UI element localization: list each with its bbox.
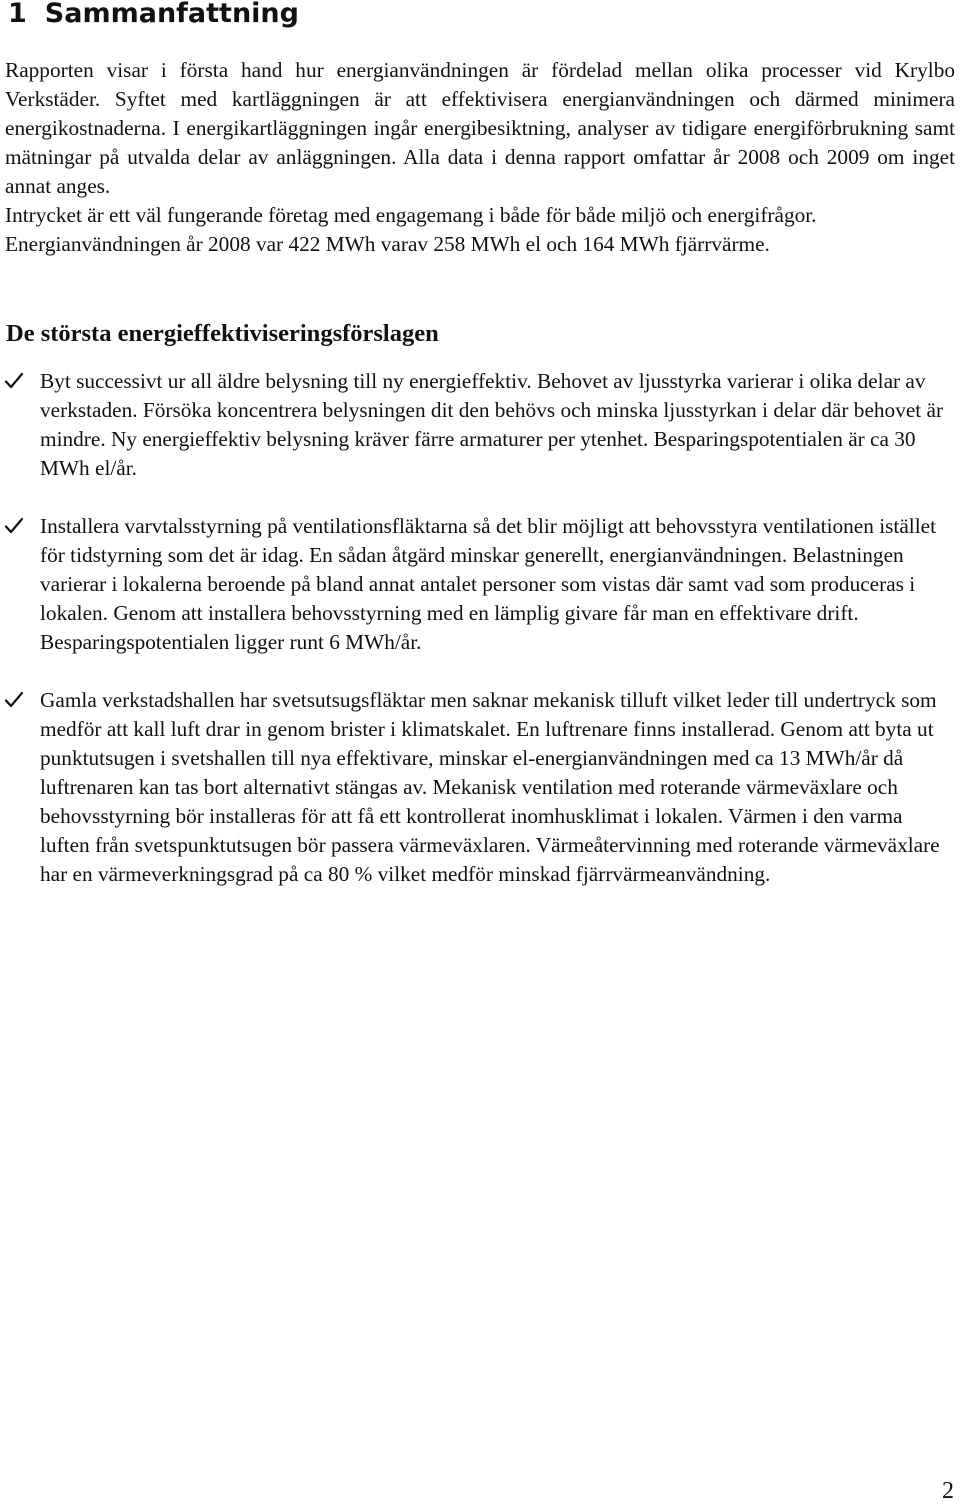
checkmark-icon	[4, 517, 24, 535]
proposals-heading: De största energieffektiviseringsförslagen	[6, 320, 439, 347]
section-heading	[8, 0, 299, 34]
section-title: Sammanfattning	[44, 0, 299, 29]
list-item	[0, 512, 960, 657]
list-item-text: Gamla verkstadshallen har svetsutsugsfläktar men saknar mekanisk tilluft vilket leder till undertryck som medför att kall luft drar in genom brister i klimatskalet. En luftrenare finns installerad. Genom att byta ut punktutsugen i svetshallen till nya effektivare, minskar el-energianvändningen med ca 13 MWh/år då luftrenaren kan tas bort alternativt stängas av. Mekanisk ventilation med roterande värmeväxlare och behovsstyrning bör installeras för att få ett kontrollerat inomhusklimat i lokalen. Värmen i den varma luften från svetspunktutsugen bör passera värmeväxlaren. Värmeåtervinning med roterande värmeväxlare har en värmeverkningsgrad på ca 80 % vilket medför minskad fjärrvärmeanvändning.	[40, 688, 940, 886]
list-item	[0, 686, 960, 889]
proposals-list	[0, 367, 960, 918]
summary-intro	[5, 56, 955, 259]
list-item-text: Byt successivt ur all äldre belysning till ny energieffektiv. Behovet av ljusstyrka varierar i olika delar av verkstaden. Försöka koncentrera belysningen dit den behövs och minska ljusstyrkan i delar där behovet är mindre. Ny energieffektiv belysning kräver färre armaturer per ytenhet. Besparingspotentialen är ca 30 MWh el/år.	[40, 369, 944, 480]
checkmark-icon	[4, 691, 24, 709]
page-number: 2	[942, 1478, 954, 1504]
list-item	[0, 367, 960, 483]
intro-paragraph: Rapporten visar i första hand hur energianvändningen är fördelad mellan olika processer vid Krylbo Verkstäder. Syftet med kartläggningen är att effektivisera energianvändningen och därmed minimera energikostnaderna. I energikartläggningen ingår energibesiktning, analyser av tidigare energiförbrukning samt mätningar på utvalda delar av anläggningen. Alla data i denna rapport omfattar år 2008 och 2009 om inget annat anges.	[5, 58, 955, 198]
section-number: 1	[8, 0, 27, 29]
checkmark-icon	[4, 372, 24, 390]
list-item-text: Installera varvtalsstyrning på ventilationsfläktarna så det blir möjligt att behovsstyra ventilationen istället för tidstyrning som det är idag. En sådan åtgärd minskar generellt, energianvändningen. Belastningen varierar i lokalerna beroende på bland annat antalet personer som vistas där samt vad som produceras i lokalen. Genom att installera behovsstyrning med en lämplig givare får man en effektivare drift. Besparingspotentialen ligger runt 6 MWh/år.	[40, 514, 937, 654]
impression-paragraph: Intrycket är ett väl fungerande företag med engagemang i både för både miljö och energifrågor.	[5, 203, 817, 227]
energy-usage-paragraph: Energianvändningen år 2008 var 422 MWh varav 258 MWh el och 164 MWh fjärrvärme.	[5, 232, 770, 256]
